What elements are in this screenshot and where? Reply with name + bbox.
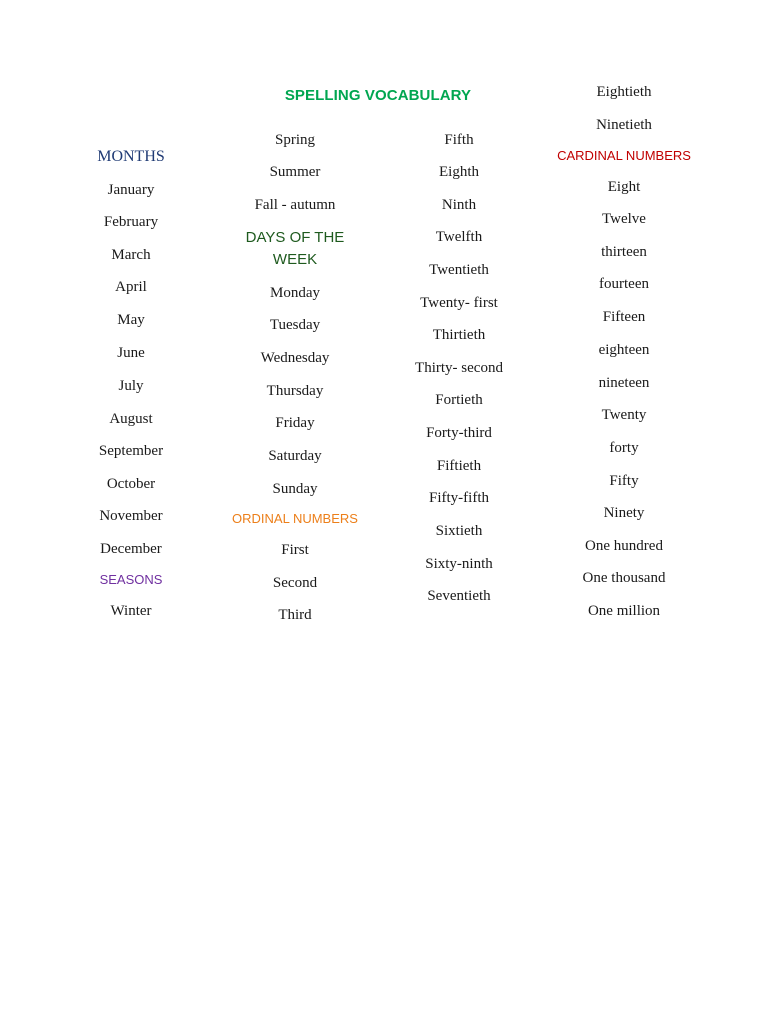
month-item: October <box>106 476 156 492</box>
season-item: Winter <box>110 603 152 619</box>
cardinal-item: forty <box>609 440 639 456</box>
ordinal-item: Third <box>278 607 312 623</box>
month-item: January <box>107 182 155 198</box>
month-item: June <box>117 345 145 361</box>
ordinal-item: Ninetieth <box>596 117 652 133</box>
cardinal-item: Twenty <box>601 407 647 423</box>
month-item: March <box>111 247 151 263</box>
day-item: Thursday <box>266 383 324 399</box>
ordinal-item: Twenty- first <box>420 295 498 311</box>
ordinal-item: Fifty-fifth <box>429 490 489 506</box>
day-item: Tuesday <box>269 317 321 333</box>
cardinal-item: One million <box>587 603 661 619</box>
season-item: Spring <box>274 132 315 148</box>
cardinal-item: nineteen <box>598 375 650 391</box>
ordinal-item: Forty-third <box>426 425 492 441</box>
month-item: November <box>99 508 163 524</box>
month-item: April <box>115 279 147 295</box>
ordinal-item: Twelfth <box>435 229 483 245</box>
ordinal-item: Second <box>272 575 318 591</box>
ordinal-item: Sixty-ninth <box>425 556 493 572</box>
seasons-heading: SEASONS <box>99 572 163 587</box>
month-item: December <box>100 541 162 557</box>
cardinal-numbers-heading: CARDINAL NUMBERS <box>557 148 691 163</box>
cardinal-item: Fifteen <box>602 309 646 325</box>
month-item: February <box>103 214 159 230</box>
cardinal-item: One hundred <box>585 538 663 554</box>
ordinal-item: Sixtieth <box>435 523 483 539</box>
cardinal-item: One thousand <box>582 570 666 586</box>
cardinal-item: Twelve <box>602 211 646 227</box>
ordinal-item: Twentieth <box>429 262 489 278</box>
page-title: SPELLING VOCABULARY <box>284 87 472 104</box>
ordinal-item: Fortieth <box>435 392 483 408</box>
day-item: Sunday <box>272 481 318 497</box>
ordinal-item: Fifth <box>444 132 474 148</box>
ordinal-item: Thirtieth <box>432 327 486 343</box>
ordinal-item: Eighth <box>439 164 479 180</box>
season-item: Fall - autumn <box>254 197 336 213</box>
cardinal-item: Ninety <box>603 505 645 521</box>
day-item: Friday <box>275 415 315 431</box>
ordinal-item: First <box>281 542 309 558</box>
ordinal-item: Eightieth <box>596 84 652 100</box>
ordinal-item: Fiftieth <box>436 458 482 474</box>
month-item: September <box>98 443 164 459</box>
months-heading: MONTHS <box>97 148 165 165</box>
days-heading: DAYS OF THE WEEK <box>245 229 345 268</box>
cardinal-item: fourteen <box>599 276 649 292</box>
ordinal-item: Ninth <box>441 197 477 213</box>
ordinal-numbers-heading: ORDINAL NUMBERS <box>232 511 358 526</box>
month-item: July <box>118 378 144 394</box>
season-item: Summer <box>269 164 321 180</box>
month-item: May <box>117 312 145 328</box>
cardinal-item: Eight <box>607 179 641 195</box>
month-item: August <box>109 411 153 427</box>
ordinal-item: Thirty- second <box>415 360 503 376</box>
day-item: Wednesday <box>260 350 330 366</box>
ordinal-item: Seventieth <box>427 588 491 604</box>
cardinal-item: Fifty <box>609 473 639 489</box>
cardinal-item: thirteen <box>601 244 647 260</box>
day-item: Monday <box>270 285 320 301</box>
day-item: Saturday <box>268 448 322 464</box>
cardinal-item: eighteen <box>598 342 650 358</box>
